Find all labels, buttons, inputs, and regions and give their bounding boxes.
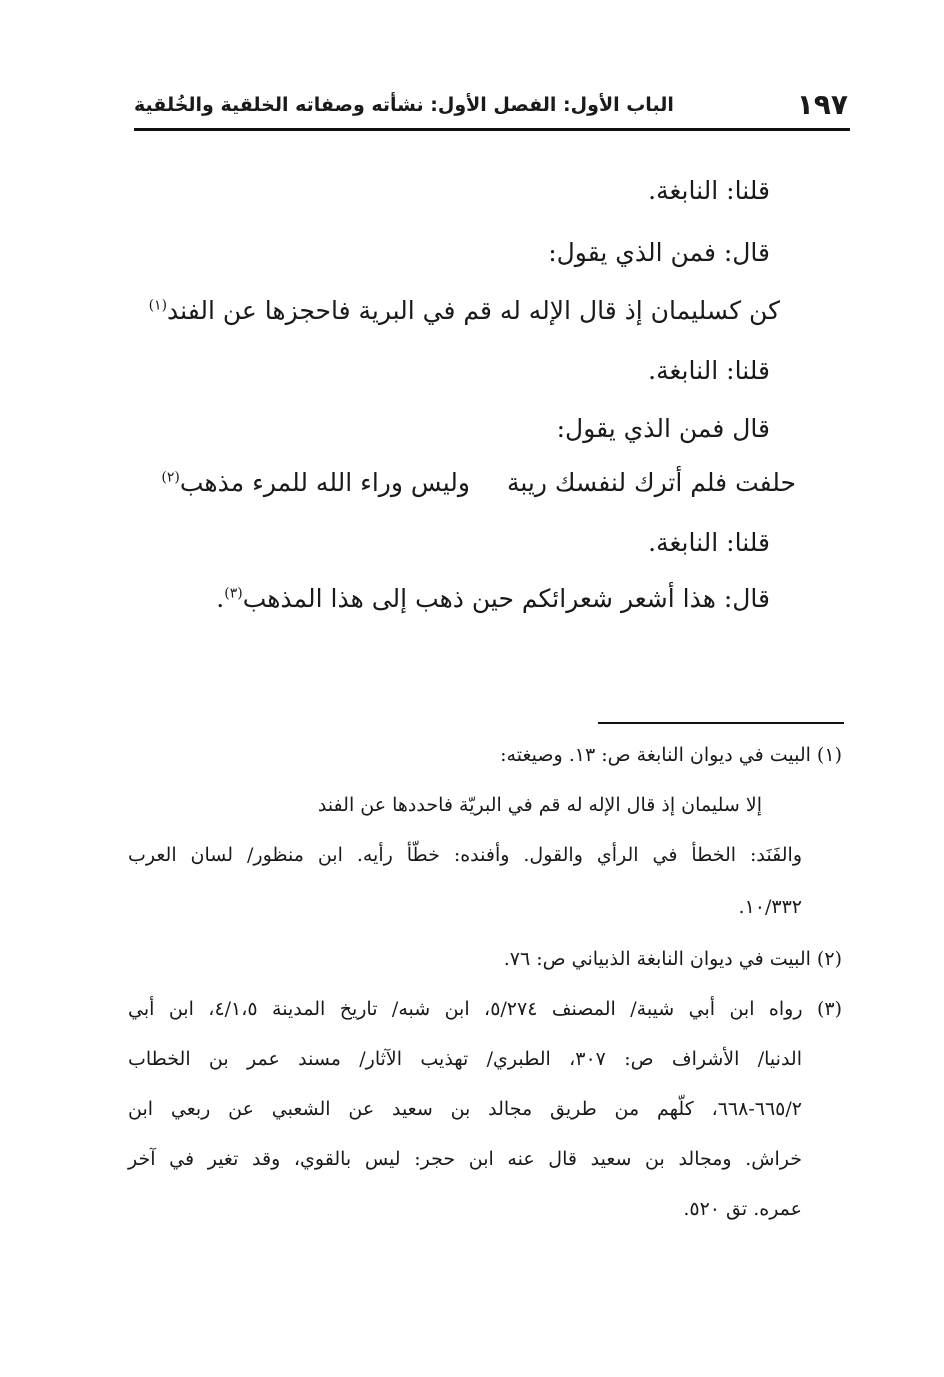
text-line-content: قال: هذا أشعر شعرائكم حين ذهب إلى هذا المذهب	[242, 584, 770, 613]
verse-hemistich-2	[149, 296, 492, 325]
header-rule	[134, 128, 850, 131]
footnote-1-line: (١) البيت في ديوان النابغة ص: ١٣. وصيغته:	[500, 744, 842, 766]
footnote-1-line: ١٠/٣٣٢.	[738, 896, 802, 918]
page-number: ١٩٧	[796, 88, 848, 121]
footnote-marker: (٢)	[161, 469, 180, 486]
footnote-marker: (١)	[148, 297, 168, 314]
verse-text: وليس وراء الله للمرء مذهب	[179, 468, 470, 497]
sentence-end: .	[216, 584, 225, 613]
text-line: قال فمن الذي يقول:	[556, 414, 770, 443]
footnote-2-line: (٢) البيت في ديوان النابغة الذبياني ص: ٧٦.	[503, 948, 842, 970]
footnote-3-line: ٦٦٥/٢-٦٦٨، كلّهم من طريق مجالد بن سعيد عن الشعبي عن ربعي ابن	[128, 1098, 802, 1120]
footnote-1-line: والفَنَد: الخطأ في الرأي والقول. وأفنده: خطّأ رأيه. ابن منظور/ لسان العرب	[128, 844, 802, 866]
footnote-3-line: عمره. تق ٥٢٠.	[683, 1198, 802, 1220]
text-line: قال: فمن الذي يقول:	[548, 238, 770, 267]
footnote-marker: (٣)	[224, 585, 243, 602]
verse-hemistich-2	[161, 468, 470, 497]
footnote-3-line: (٣) رواه ابن أبي شيبة/ المصنف ٥/٢٧٤، ابن شبه/ تاريخ المدينة ٤/١،٥، ابن أبي	[128, 998, 843, 1020]
footnote-3-line: الدنيا/ الأشراف ص: ٣٠٧، الطبري/ تهذيب الآثار/ مسند عمر بن الخطاب	[128, 1048, 802, 1070]
verse-hemistich-1: كن كسليمان إذ قال الإله له	[499, 296, 780, 325]
text-line	[216, 584, 770, 613]
running-header	[134, 88, 850, 130]
verse-text: قم في البرية فاحجزها عن الفند	[167, 296, 492, 325]
footnote-1-verse: إلا سليمان إذ قال الإله له قم في البريّة فاحددها عن الفند	[317, 794, 762, 816]
text-line: قلنا: النابغة.	[648, 176, 770, 205]
text-line: قلنا: النابغة.	[648, 528, 770, 557]
verse-hemistich-1: حلفت فلم أترك لنفسك ريبة	[506, 468, 796, 497]
footnote-3-line: خراش. ومجالد بن سعيد قال عنه ابن حجر: ليس بالقوي، وقد تغير في آخر	[128, 1148, 802, 1170]
footnote-separator	[598, 722, 844, 724]
text-line: قلنا: النابغة.	[648, 356, 770, 385]
running-title: الباب الأول: الفصل الأول: نشأته وصفاته الخلقية والخُلقية	[134, 94, 674, 116]
